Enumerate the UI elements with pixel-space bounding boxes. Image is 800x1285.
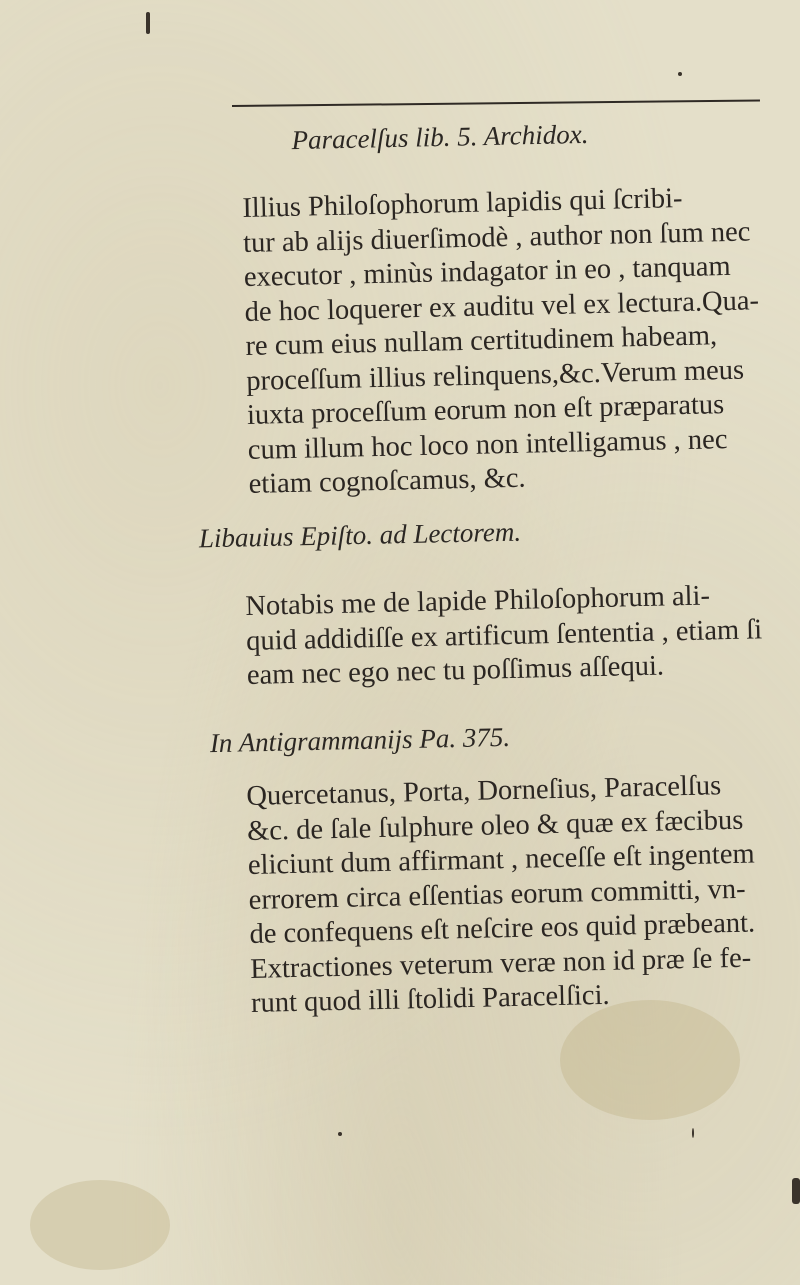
text-line: &c. de ſale ſulphure oleo & quæ ex fæcibus <box>246 804 744 847</box>
text-line: Illius Philoſophorum lapidis qui ſcribi- <box>242 183 683 224</box>
ink-speck <box>146 12 150 34</box>
ink-speck <box>692 1128 694 1138</box>
section-heading-libavius: Libauius Epiſto. ad Lectorem. <box>198 516 522 554</box>
header-rule <box>232 99 760 107</box>
paragraph-libavius <box>245 577 800 693</box>
page-header: Paracelſus lib. 5. Archidox. <box>291 118 589 156</box>
text-line: tur ab alijs diuerſimodè , author non ſum nec <box>242 215 751 259</box>
paper-stain <box>560 1000 740 1120</box>
text-line: quid addidiſſe ex artificum ſententia , etiam ſi <box>245 613 763 657</box>
text-line: errorem circa eſſentias eorum committi, vn- <box>248 873 746 916</box>
text-line: Notabis me de lapide Philoſophorum ali- <box>245 580 711 622</box>
paragraph-paracelsus <box>242 179 800 502</box>
text-line: eam nec ego nec tu poſſimus aſſequi. <box>246 650 665 691</box>
text-line: de hoc loquerer ex auditu vel ex lectura.Qua- <box>244 284 760 328</box>
section-heading-antigrammata: In Antigrammanijs Pa. 375. <box>209 721 511 759</box>
ink-speck <box>792 1178 800 1204</box>
text-line: re cum eius nullam certitudinem habeam, <box>245 320 718 362</box>
text-line: executor , minùs indagator in eo , tanquam <box>243 250 731 293</box>
text-line: Extractiones veterum veræ non id præ ſe fe- <box>249 942 752 985</box>
ink-speck <box>338 1132 342 1136</box>
text-line: iuxta proceſſum eorum non eſt præparatus <box>246 389 725 431</box>
text-line: Quercetanus, Porta, Dorneſius, Paracelſus <box>246 770 722 812</box>
paper-stain <box>30 1180 170 1270</box>
text-line: etiam cognoſcamus, &c. <box>248 462 526 500</box>
text-line: eliciunt dum affirmant , neceſſe eſt ingentem <box>247 838 755 881</box>
text-line: runt quod illi ſtolidi Paracelſici. <box>250 979 610 1019</box>
text-line: proceſſum illius relinquens,&c.Verum meus <box>245 354 745 397</box>
ink-speck <box>678 72 682 76</box>
text-line: de confequens eſt neſcire eos quid præbeant. <box>249 907 756 950</box>
text-line: cum illum hoc loco non intelligamus , nec <box>247 423 728 466</box>
paragraph-quercetanus <box>246 767 800 1021</box>
